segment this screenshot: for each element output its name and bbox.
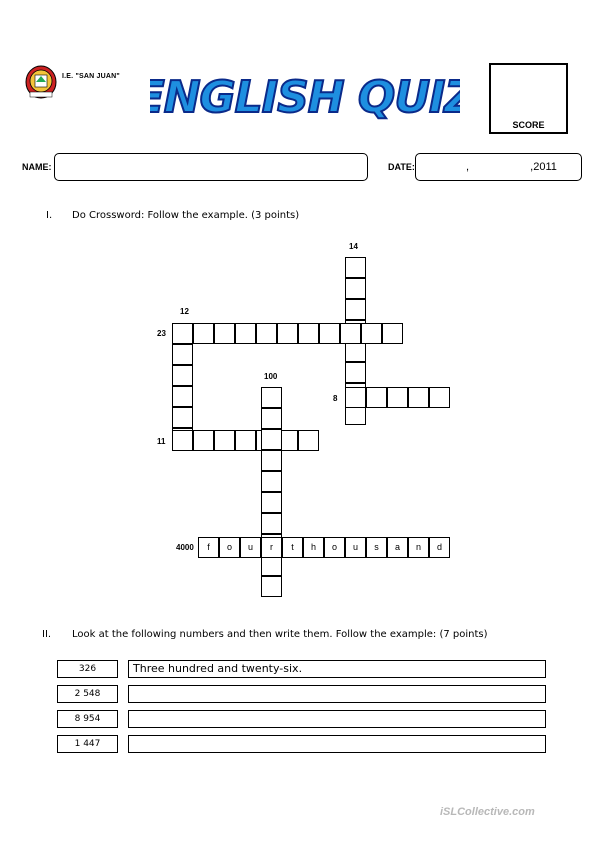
crossword-cell[interactable]: a	[387, 537, 408, 558]
crossword-cell[interactable]	[261, 492, 282, 513]
crossword-cell[interactable]	[172, 323, 193, 344]
crossword-cell[interactable]	[298, 430, 319, 451]
answer-field[interactable]: Three hundred and twenty-six.	[128, 660, 546, 678]
crossword-cell[interactable]: u	[240, 537, 261, 558]
section-2-numeral: II.	[42, 629, 52, 640]
crossword-cell[interactable]	[261, 387, 282, 408]
clue-100: 100	[264, 372, 278, 381]
answer-field[interactable]	[128, 735, 546, 753]
crossword-cell[interactable]	[319, 323, 340, 344]
crossword-cell[interactable]	[298, 323, 319, 344]
crossword-cell[interactable]	[235, 323, 256, 344]
crossword-cell[interactable]	[172, 344, 193, 365]
section-2-instruction: Look at the following numbers and then write them. Follow the example: (7 points)	[72, 629, 488, 640]
title-text: ENGLISH QUIZ	[150, 72, 460, 123]
clue-11: 11	[157, 437, 166, 446]
crossword-cell[interactable]	[214, 323, 235, 344]
crossword-cell[interactable]: r	[261, 537, 282, 558]
crossword-cell[interactable]	[261, 429, 282, 450]
crossword-cell[interactable]	[193, 323, 214, 344]
crossword-cell[interactable]	[172, 430, 193, 451]
crossword-cell[interactable]	[172, 386, 193, 407]
number-box: 8 954	[57, 710, 118, 728]
clue-4000: 4000	[176, 543, 194, 552]
crossword-cell[interactable]	[172, 407, 193, 428]
crossword-cell[interactable]: o	[219, 537, 240, 558]
school-name: I.E. "SAN JUAN"	[62, 73, 120, 80]
crossword-cell[interactable]	[277, 323, 298, 344]
crossword-cell[interactable]	[261, 471, 282, 492]
date-label: DATE:	[388, 162, 415, 172]
crossword-cell[interactable]: s	[366, 537, 387, 558]
crossword-cell[interactable]	[235, 430, 256, 451]
crossword-cell[interactable]	[387, 387, 408, 408]
crossword-cell[interactable]	[345, 362, 366, 383]
crossword-cell[interactable]	[261, 408, 282, 429]
crossword-cell[interactable]	[345, 278, 366, 299]
name-label: NAME:	[22, 162, 52, 172]
crossword-cell[interactable]	[256, 323, 277, 344]
number-box: 2 548	[57, 685, 118, 703]
crossword-cell[interactable]	[429, 387, 450, 408]
crossword-cell[interactable]	[261, 513, 282, 534]
watermark: iSLCollective.com	[440, 806, 535, 818]
crossword-cell[interactable]	[345, 341, 366, 362]
crossword-cell[interactable]	[366, 387, 387, 408]
crossword-cell[interactable]: n	[408, 537, 429, 558]
crossword-cell[interactable]	[345, 299, 366, 320]
crossword-cell[interactable]	[408, 387, 429, 408]
answer-field[interactable]	[128, 710, 546, 728]
crossword-cell[interactable]	[193, 430, 214, 451]
clue-8: 8	[333, 394, 338, 403]
crossword-cell[interactable]: u	[345, 537, 366, 558]
crossword-cell[interactable]	[340, 323, 361, 344]
clue-23: 23	[157, 329, 166, 338]
crossword-cell[interactable]: h	[303, 537, 324, 558]
crossword-cell[interactable]	[261, 555, 282, 576]
crossword-cell[interactable]: o	[324, 537, 345, 558]
date-value: , ,2011	[466, 161, 557, 173]
score-label: SCORE	[512, 120, 545, 130]
crossword-cell[interactable]	[382, 323, 403, 344]
crossword-cell[interactable]	[361, 323, 382, 344]
crossword-cell[interactable]: t	[282, 537, 303, 558]
crossword-cell[interactable]	[261, 450, 282, 471]
crossword-cell[interactable]	[345, 387, 366, 408]
crossword-cell[interactable]	[172, 365, 193, 386]
section-1-instruction: Do Crossword: Follow the example. (3 points)	[72, 210, 300, 221]
number-box: 326	[57, 660, 118, 678]
clue-14: 14	[349, 242, 358, 251]
answer-field[interactable]	[128, 685, 546, 703]
crossword-cell[interactable]	[214, 430, 235, 451]
section-1-numeral: I.	[46, 210, 53, 221]
clue-12: 12	[180, 307, 189, 316]
crossword-cell[interactable]	[345, 257, 366, 278]
crossword-cell[interactable]: d	[429, 537, 450, 558]
crossword-cell[interactable]	[261, 576, 282, 597]
number-box: 1 447	[57, 735, 118, 753]
crossword-cell[interactable]: f	[198, 537, 219, 558]
